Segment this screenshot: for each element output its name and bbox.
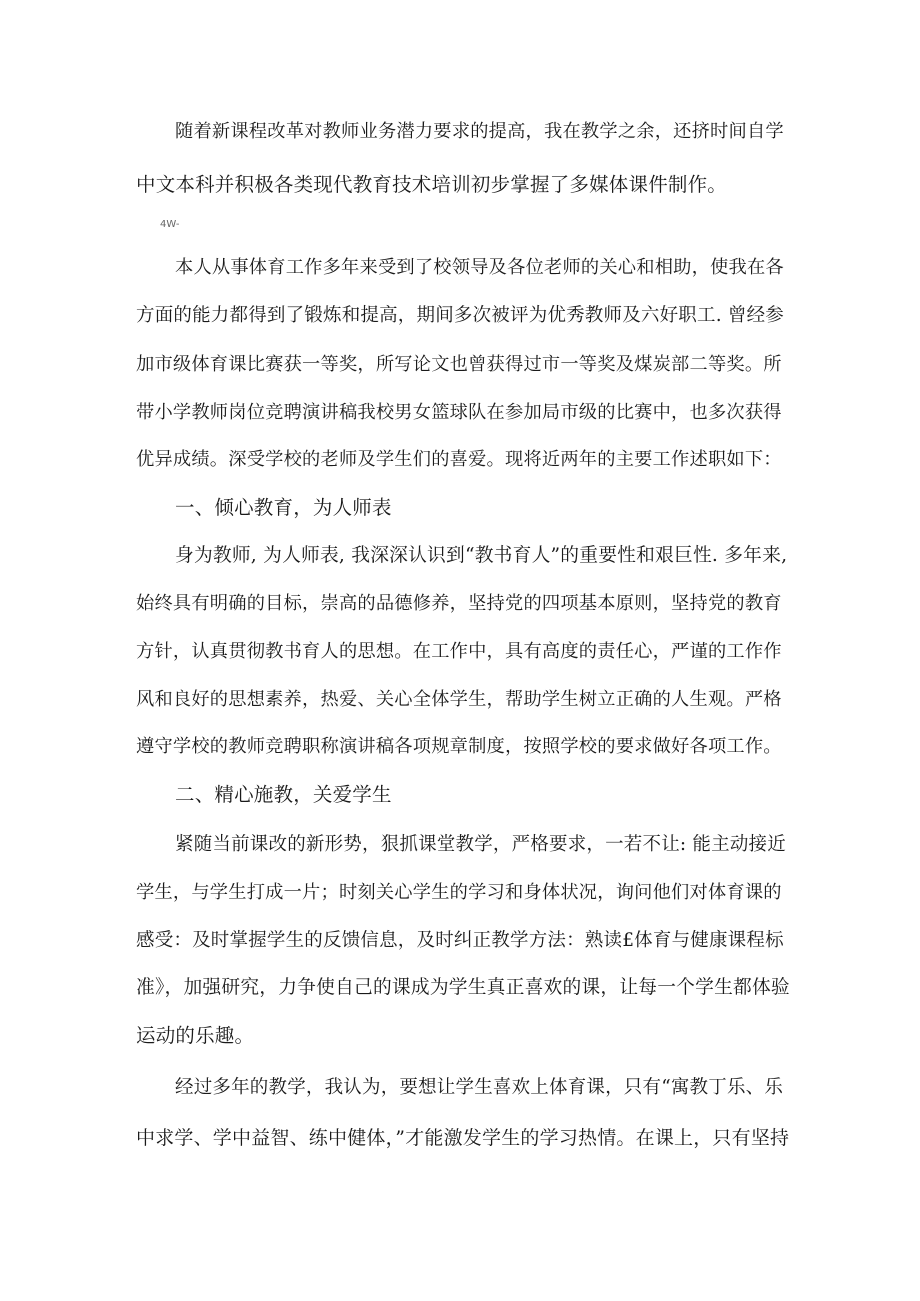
paragraph-3-line-2: 始终具有明确的目标，崇高的品德修养，坚持党的四项基本原则，坚持党的教育	[136, 593, 782, 614]
section-heading-2: 二、精心施教，关爱学生	[175, 783, 392, 806]
paragraph-4-line-1: 紧随当前课改的新形势，狠抓课堂教学，严格要求，一若不让: 能主动接近	[175, 834, 786, 855]
scan-artifact-text: 4W-	[160, 219, 180, 230]
paragraph-2-line-1: 本人从事体育工作多年来受到了校领导及各位老师的关心和相助，使我在各	[175, 257, 784, 278]
section-heading-1: 一、倾心教育，为人师表	[175, 496, 392, 519]
paragraph-5-line-1: 经过多年的教学，我认为，要想让学生喜欢上体育课，只有“寓教丁乐、乐	[175, 1077, 784, 1098]
paragraph-2-line-4: 带小学教师岗位竞聘演讲稿我校男女篮球队在参加局市级的比赛中，也多次获得	[136, 402, 782, 423]
paragraph-4-line-5: 运动的乐趣。	[136, 1024, 255, 1047]
paragraph-4-line-3: 感受：及时掌握学生的反馈信息，及时纠正教学方法：熟读£体育与健康课程标	[136, 930, 784, 951]
paragraph-2-line-5: 优异成绩。深受学校的老师及学生们的喜爱。现将近两年的主要工作述职如下：	[136, 449, 782, 470]
paragraph-2-line-2: 方面的能力都得到了锻炼和提高，期间多次被评为优秀教师及六好职工. 曾经参	[136, 305, 784, 326]
paragraph-4-line-2: 学生，与学生打成一片；时刻关心学生的学习和身体状况，询问他们对体育课的	[136, 882, 782, 903]
paragraph-3-line-3: 方针，认真贯彻教书育人的思想。在工作中，具有高度的责任心，严谨的工作作	[136, 641, 782, 662]
paragraph-3-line-1: 身为教师, 为人师表, 我深深认识到“教书育人”的重要性和艰巨性. 多年来,	[175, 545, 788, 566]
paragraph-3-line-5: 遵守学校的教师竞聘职称演讲稿各项规章制度，按照学校的要求做好各项工作。	[136, 736, 782, 757]
paragraph-1-line-1: 随着新课程改革对教师业务潜力要求的提高，我在教学之余，还挤时间自学	[175, 121, 784, 142]
paragraph-1-line-2: 中文本科并积极各类现代教育技术培训初步掌握了多媒体课件制作。	[136, 173, 728, 196]
paragraph-5-line-2: 中求学、学中益智、练中健体，”才能激发学生的学习热情。在课上，只有坚持	[136, 1127, 790, 1149]
paragraph-4-line-4: 准》，加强研究，力争使自己的课成为学生真正喜欢的课，让每一个学生都体验	[136, 977, 790, 998]
paragraph-3-line-4: 风和良好的思想素养，热爱、关心全体学生，帮助学生树立正确的人生观。严格	[136, 689, 782, 710]
paragraph-2-line-3: 加市级体育课比赛获一等奖，所写论文也曾获得过市一等奖及煤炭部二等奖。所	[136, 354, 782, 375]
